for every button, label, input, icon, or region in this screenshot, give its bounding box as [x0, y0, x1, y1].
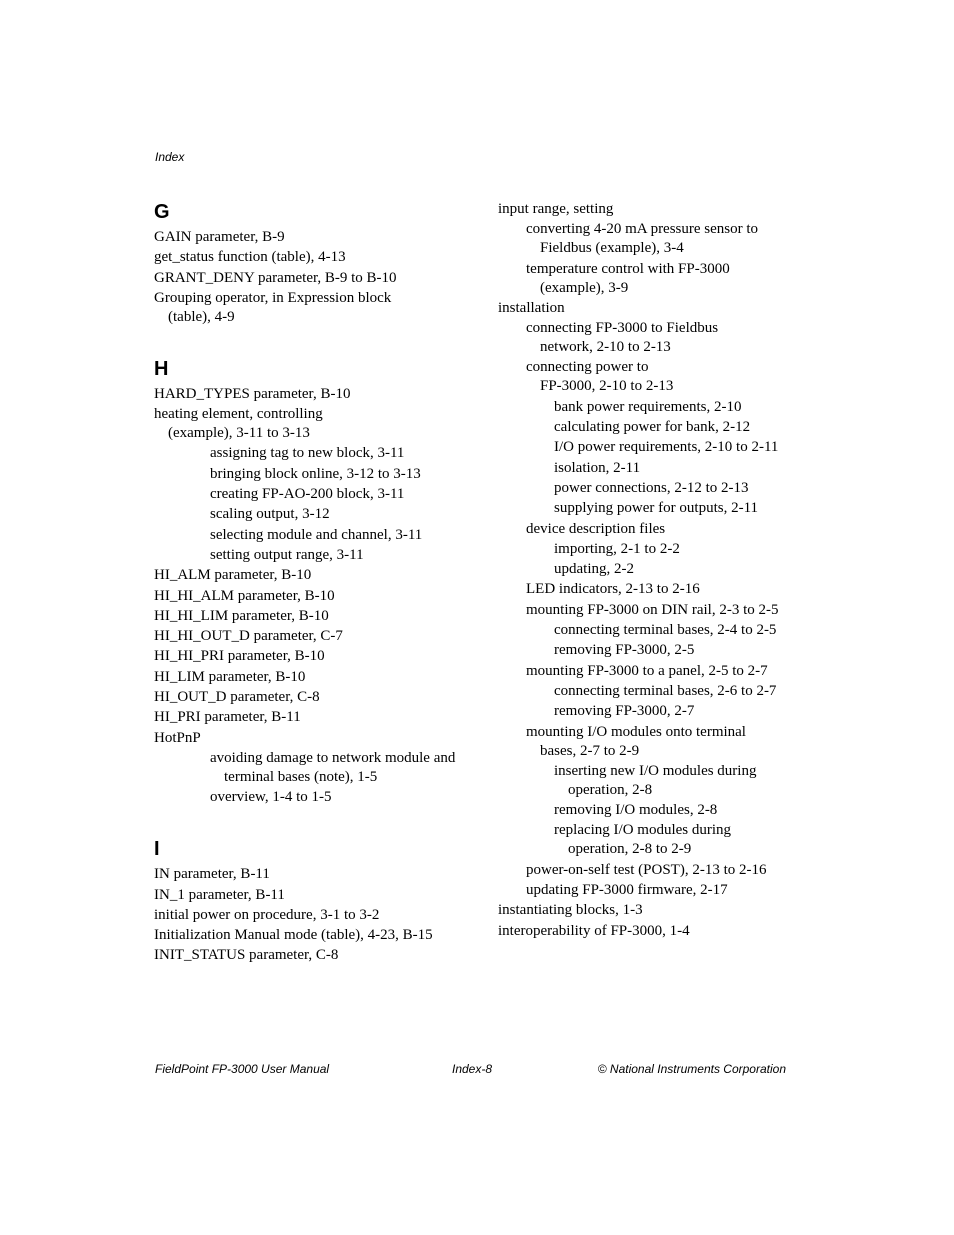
index-section-h	[154, 357, 474, 807]
index-entry	[498, 299, 818, 318]
index-entry-text: updating FP-3000 firmware, 2-17	[526, 882, 728, 899]
index-entry	[154, 729, 474, 748]
index-entry	[154, 269, 474, 288]
index-entry-text: HI_PRI parameter, B-11	[154, 709, 301, 726]
index-entry	[498, 621, 818, 640]
index-entry	[154, 546, 474, 565]
index-entry	[154, 289, 474, 327]
index-entry	[498, 499, 818, 518]
index-entry	[154, 708, 474, 727]
index-entry-text: power connections, 2-12 to 2-13	[554, 479, 749, 496]
index-entry	[154, 607, 474, 626]
index-entry	[154, 405, 474, 443]
index-entry-text: mounting I/O modules onto terminal	[526, 723, 746, 740]
index-entry	[498, 881, 818, 900]
index-entry	[498, 220, 818, 258]
index-entry	[498, 418, 818, 437]
index-entry-text: connecting FP-3000 to Fieldbus	[526, 320, 719, 337]
index-column-right	[498, 200, 818, 942]
index-entry	[154, 465, 474, 484]
index-entry	[154, 587, 474, 606]
index-entry	[498, 922, 818, 941]
index-entry-text: IN_1 parameter, B-11	[154, 886, 285, 903]
index-entry	[154, 647, 474, 666]
index-entry-text: mounting FP-3000 to a panel, 2-5 to 2-7	[526, 662, 768, 679]
index-entry	[498, 438, 818, 457]
index-entry-continuation: (example), 3-9	[540, 279, 629, 296]
index-entry-text: bringing block online, 3-12 to 3-13	[210, 465, 421, 482]
footer-manual-title: FieldPoint FP-3000 User Manual	[155, 1062, 330, 1076]
index-entry-text: connecting power to	[526, 359, 649, 376]
index-entry	[154, 886, 474, 905]
index-entry	[154, 248, 474, 267]
index-entry	[154, 505, 474, 524]
index-entry	[498, 682, 818, 701]
index-entry-text: installation	[498, 299, 565, 316]
index-entry-text: LED indicators, 2-13 to 2-16	[526, 581, 700, 598]
index-entry-continuation: operation, 2-8	[568, 781, 653, 798]
index-entry-text: inserting new I/O modules during	[554, 762, 757, 779]
index-entry-text: HI_OUT_D parameter, C-8	[154, 689, 320, 706]
index-entry	[498, 662, 818, 681]
footer-copyright: © National Instruments Corporation	[597, 1062, 786, 1076]
index-entry-text: IN parameter, B-11	[154, 866, 270, 883]
index-entry-text: bank power requirements, 2-10	[554, 398, 742, 415]
index-entry-text: initial power on procedure, 3-1 to 3-2	[154, 906, 380, 923]
index-entry-text: HI_HI_PRI parameter, B-10	[154, 648, 325, 665]
index-entry-text: HI_HI_OUT_D parameter, C-7	[154, 628, 343, 645]
index-entry-text: GAIN parameter, B-9	[154, 229, 285, 245]
index-entry-text: input range, setting	[498, 201, 614, 217]
index-entry-text: setting output range, 3-11	[210, 546, 364, 563]
index-entry-continuation: Fieldbus (example), 3-4	[540, 240, 684, 257]
index-entry	[154, 946, 474, 965]
index-entry	[498, 540, 818, 559]
index-entry-text: heating element, controlling	[154, 406, 323, 423]
index-entry	[498, 861, 818, 880]
index-entry-text: avoiding damage to network module and	[210, 749, 456, 766]
index-entry-continuation: network, 2-10 to 2-13	[540, 339, 671, 356]
index-entry-text: removing FP-3000, 2-7	[554, 703, 695, 720]
index-entry	[154, 228, 474, 247]
index-entry	[154, 788, 474, 807]
index-entry	[154, 444, 474, 463]
index-entry-text: converting 4-20 mA pressure sensor to	[526, 221, 759, 238]
section-letter-heading: I	[154, 838, 160, 861]
index-entry-text: HI_ALM parameter, B-10	[154, 567, 312, 584]
index-entry	[498, 601, 818, 620]
index-entry-text: I/O power requirements, 2-10 to 2-11	[554, 439, 779, 456]
running-head: Index	[155, 150, 185, 164]
index-entry	[154, 627, 474, 646]
index-entry-text: removing FP-3000, 2-5	[554, 642, 695, 659]
index-entry-text: HotPnP	[154, 729, 201, 746]
index-entry	[498, 702, 818, 721]
index-entry-text: HI_HI_LIM parameter, B-10	[154, 607, 329, 624]
index-entry	[498, 901, 818, 920]
index-entry-text: assigning tag to new block, 3-11	[210, 445, 405, 462]
index-entry	[154, 688, 474, 707]
index-entry-text: HI_LIM parameter, B-10	[154, 668, 306, 685]
index-section-i	[154, 837, 474, 965]
index-entry-text: INIT_STATUS parameter, C-8	[154, 947, 339, 964]
section-letter-heading: H	[154, 357, 169, 380]
section-letter-heading: G	[154, 201, 170, 223]
index-entry-continuation: FP-3000, 2-10 to 2-13	[540, 378, 674, 395]
index-entry	[154, 906, 474, 925]
index-entry	[498, 723, 818, 761]
index-entry-text: instantiating blocks, 1-3	[498, 902, 643, 919]
index-entry-text: removing I/O modules, 2-8	[554, 802, 718, 819]
index-entry-text: connecting terminal bases, 2-4 to 2-5	[554, 622, 777, 639]
index-entry-text: updating, 2-2	[554, 561, 634, 578]
index-entry-text: creating FP-AO-200 block, 3-11	[210, 486, 405, 503]
index-entry-text: temperature control with FP-3000	[526, 260, 730, 277]
index-entry-text: selecting module and channel, 3-11	[210, 526, 423, 543]
index-entry-continuation: (example), 3-11 to 3-13	[168, 425, 310, 442]
index-entry	[154, 385, 474, 404]
index-entry-text: replacing I/O modules during	[554, 822, 732, 839]
index-entry	[154, 865, 474, 884]
index-entry	[498, 560, 818, 579]
index-entry-text: calculating power for bank, 2-12	[554, 419, 751, 436]
index-entry-text: mounting FP-3000 on DIN rail, 2-3 to 2-5	[526, 601, 779, 618]
index-entry	[498, 479, 818, 498]
index-entry	[154, 749, 474, 787]
index-entry-text: GRANT_DENY parameter, B-9 to B-10	[154, 269, 397, 286]
index-entry	[498, 641, 818, 660]
index-entry	[498, 398, 818, 417]
index-entry-text: device description files	[526, 520, 666, 537]
index-entry-text: importing, 2-1 to 2-2	[554, 540, 680, 557]
index-entry-text: Initialization Manual mode (table), 4-23, B-15	[154, 927, 433, 944]
index-entry-continuation: operation, 2-8 to 2-9	[568, 841, 692, 858]
index-entry	[498, 520, 818, 539]
index-entry-text: get_status function (table), 4-13	[154, 249, 346, 266]
index-entry	[154, 526, 474, 545]
index-entry-text: power-on-self test (POST), 2-13 to 2-16	[526, 861, 767, 878]
index-section-g	[154, 200, 474, 327]
index-entry	[498, 762, 818, 800]
footer-page-number: Index-8	[452, 1062, 493, 1076]
index-entry-text: Grouping operator, in Expression block	[154, 289, 392, 306]
index-entry	[498, 200, 818, 219]
index-entry	[498, 801, 818, 820]
index-entry	[498, 260, 818, 298]
index-entry	[498, 358, 818, 396]
index-entry-text: scaling output, 3-12	[210, 506, 330, 523]
index-entry	[498, 459, 818, 478]
index-entry	[498, 319, 818, 357]
index-entry	[154, 926, 474, 945]
index-entry-text: overview, 1-4 to 1-5	[210, 789, 332, 806]
index-entry-text: supplying power for outputs, 2-11	[554, 500, 759, 517]
index-entry-text: interoperability of FP-3000, 1-4	[498, 922, 690, 939]
index-entry	[498, 580, 818, 599]
index-entry-continuation: (table), 4-9	[168, 308, 235, 325]
index-entry-continuation: terminal bases (note), 1-5	[224, 768, 378, 785]
index-entry	[154, 566, 474, 585]
index-entry-continuation: bases, 2-7 to 2-9	[540, 742, 640, 759]
index-entry	[498, 821, 818, 859]
index-entry-text: connecting terminal bases, 2-6 to 2-7	[554, 682, 777, 699]
index-entry	[154, 668, 474, 687]
index-entry-text: HI_HI_ALM parameter, B-10	[154, 587, 335, 604]
index-entry	[154, 485, 474, 504]
index-column-left	[154, 200, 474, 995]
index-entry-text: isolation, 2-11	[554, 459, 641, 476]
index-entry-text: HARD_TYPES parameter, B-10	[154, 385, 351, 402]
